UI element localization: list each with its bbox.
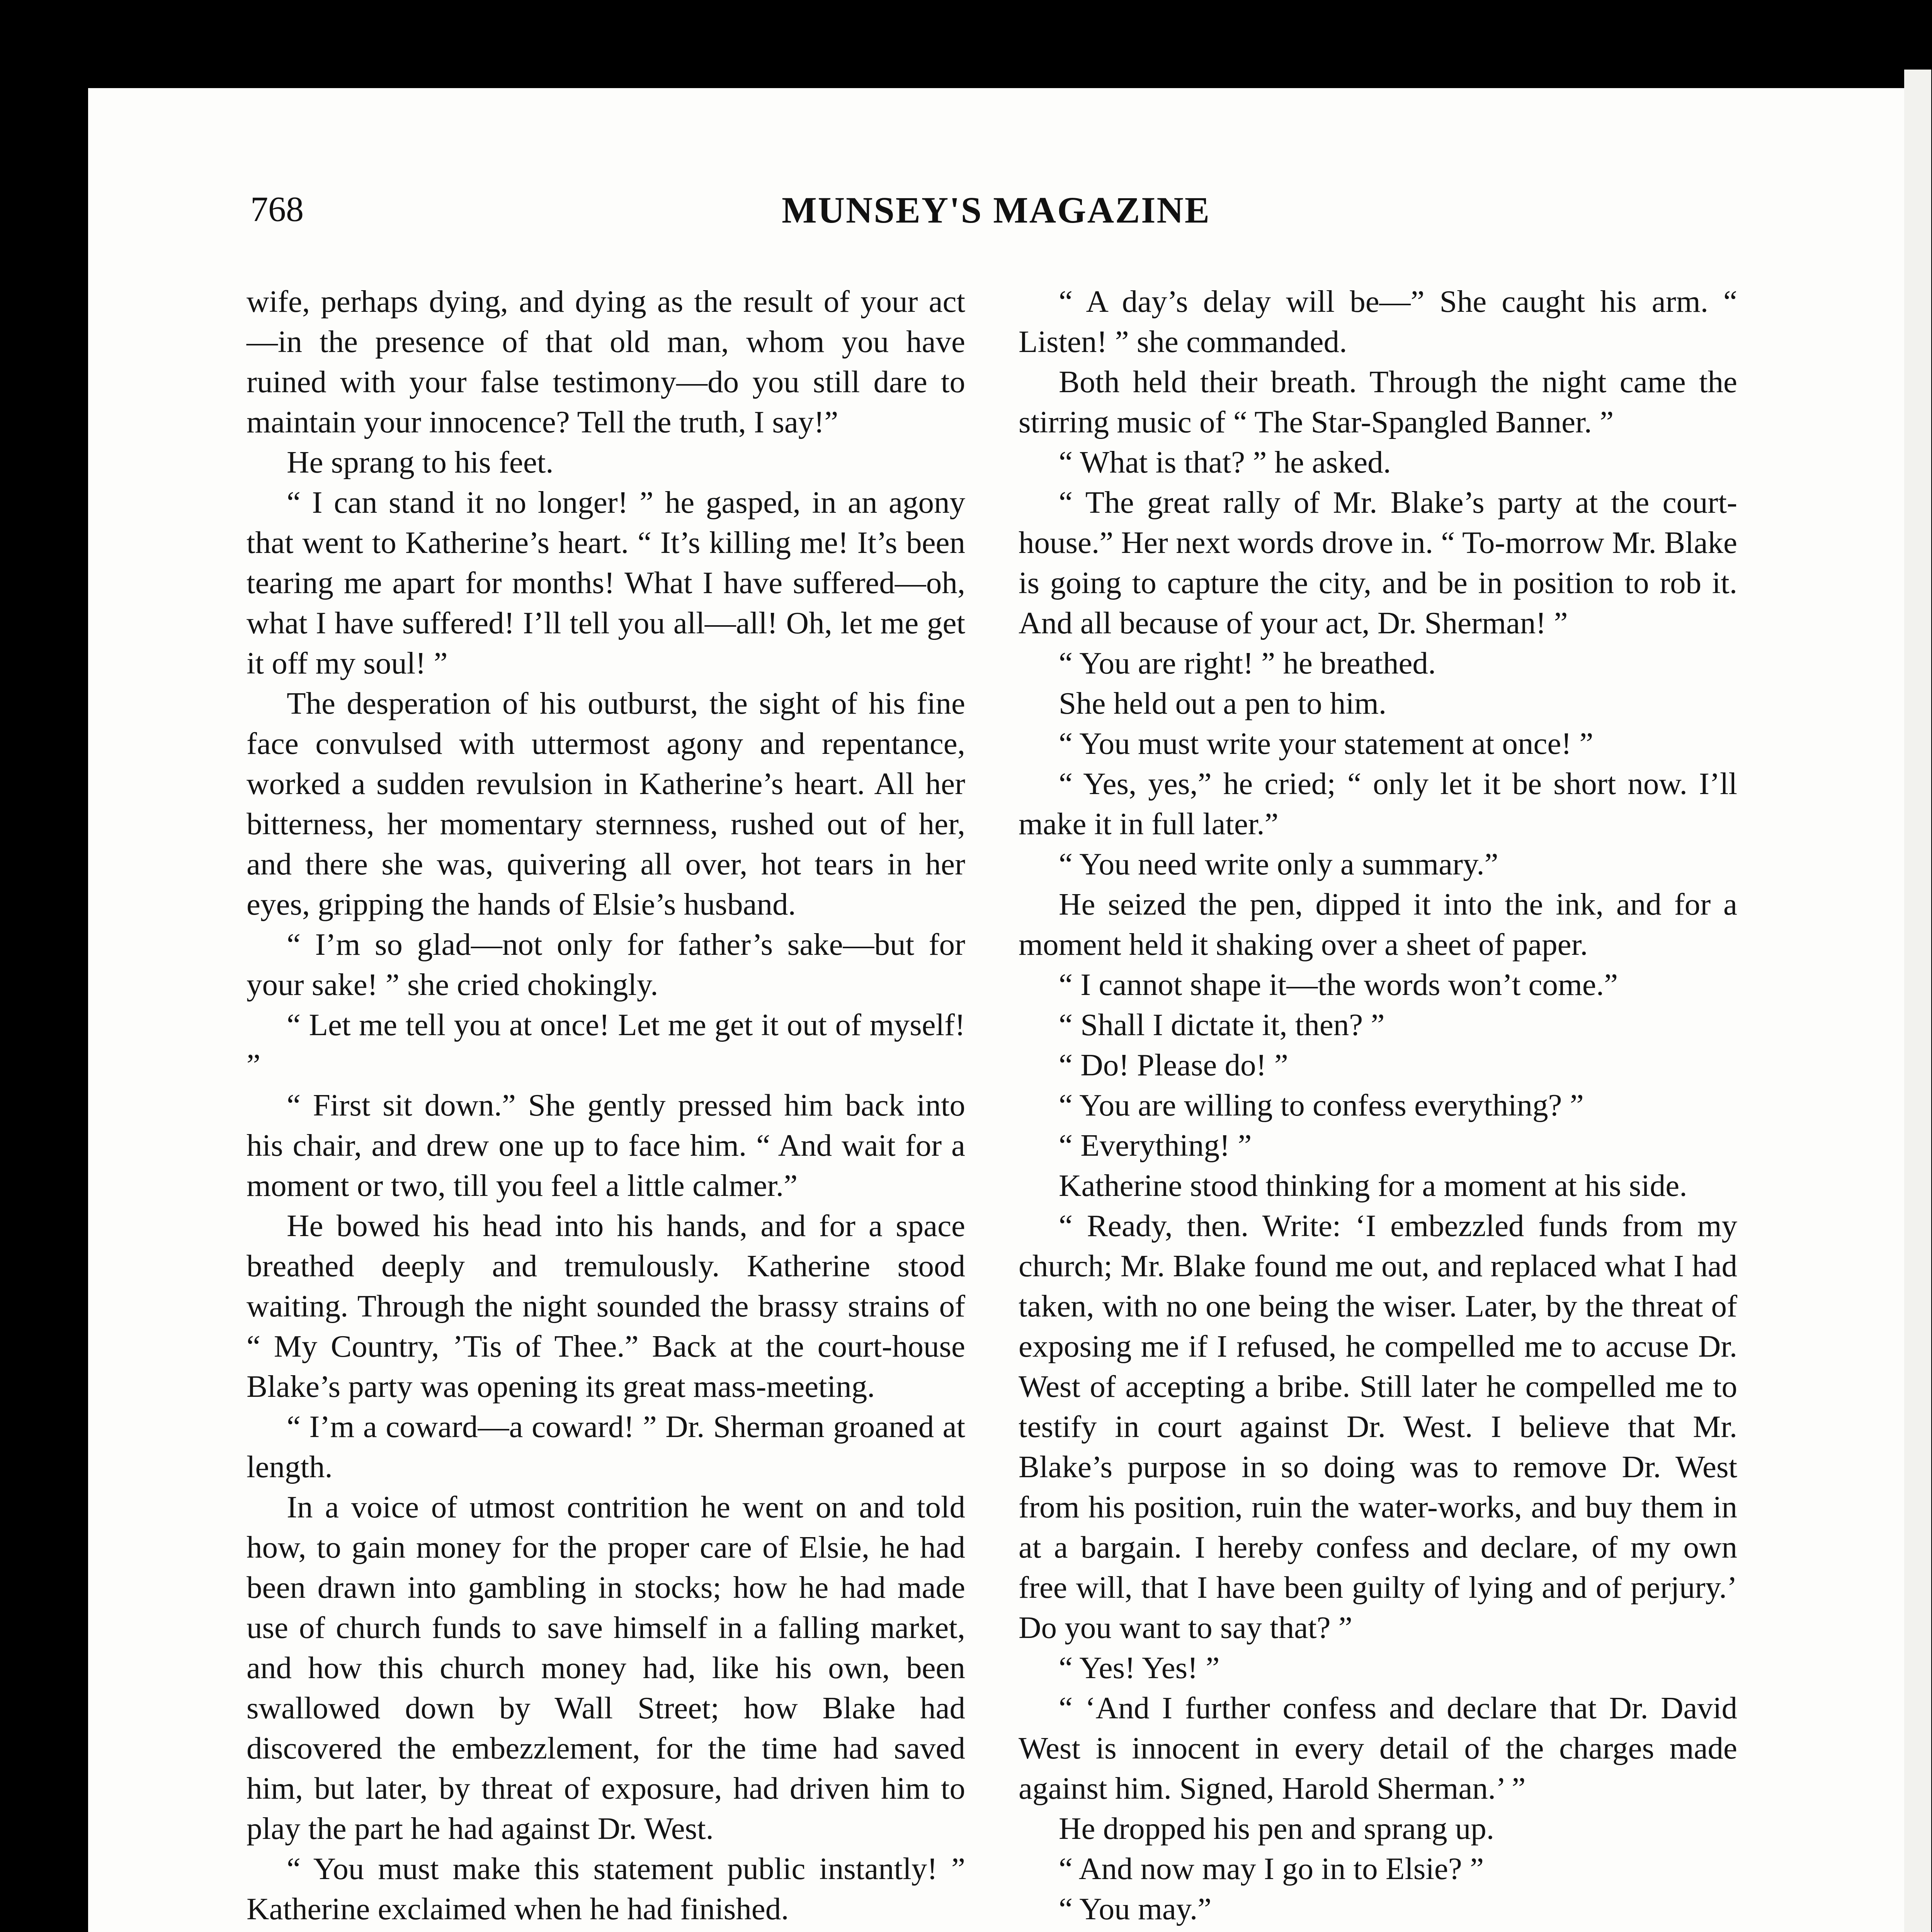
page-spine-edge [1904, 70, 1931, 1932]
paragraph: “ You need write only a summary.” [1059, 847, 1498, 881]
paragraph: “ And now may I go in to Elsie? ” [1059, 1851, 1484, 1886]
paragraph: “ Yes, yes,” he cried; “ only let it be short now. I’ll make it in full later.” [1019, 766, 1737, 841]
paragraph: He bowed his head into his hands, and for a space breathed deeply and tremulously. Katherine stood waiting. Through the night sounded the brassy strains of “ My Country, ’Tis of Thee.” Back at the court-house Blake’s party was opening its great mass-meeting. [247, 1208, 965, 1404]
paragraph: “ Shall I dictate it, then? ” [1059, 1007, 1385, 1042]
paragraph: “ I cannot shape it—the words won’t come.” [1059, 967, 1618, 1002]
left-column [247, 281, 965, 1932]
paragraph: “ The great rally of Mr. Blake’s party at the court-house.” Her next words drove in. “ To-morrow Mr. Blake is going to capture the city, and be in position to rob it. And all because of your act, Dr. Sherman! ” [1019, 485, 1737, 640]
paragraph: “ You may.” [1059, 1891, 1212, 1926]
paragraph: “ Yes! Yes! ” [1059, 1650, 1220, 1685]
paragraph: “ A day’s delay will be—” She caught his arm. “ Listen! ” she commanded. [1019, 284, 1737, 359]
paragraph: The desperation of his outburst, the sight of his fine face convulsed with uttermost agony and repentance, worked a sudden revulsion in Katherine’s heart. All her bitterness, her momentary sternness, rushed out of her, and there she was, quivering all over, hot tears in her eyes, gripping the hands of Elsie’s husband. [247, 686, 965, 922]
paragraph: “ I’m so glad—not only for father’s sake—but for your sake! ” she cried chokingly. [247, 927, 965, 1002]
paragraph: wife, perhaps dying, and dying as the result of your act—in the presence of that old man, whom you have ruined with your false testimony—do you still dare to maintain your innocence? Tell the truth, I say!” [247, 284, 965, 439]
magazine-page [88, 88, 1904, 1932]
paragraph: “ You must write your statement at once! ” [1059, 726, 1594, 761]
paragraph: “ ‘And I further confess and declare that Dr. David West is innocent in every detail of the charges made against him. Signed, Harold Sherman.’ ” [1019, 1690, 1737, 1806]
paragraph: “ Let me tell you at once! Let me get it out of myself! ” [247, 1007, 965, 1082]
paragraph: He sprang to his feet. [287, 445, 554, 480]
paragraph: “ You must make this statement public instantly! ” Katherine exclaimed when he had finished. [247, 1851, 965, 1926]
right-column [1019, 281, 1737, 1932]
paragraph: “ First sit down.” She gently pressed him back into his chair, and drew one up to face him. “ And wait for a moment or two, till you feel a little calmer.” [247, 1088, 965, 1203]
page-header [88, 189, 1904, 239]
paragraph: “ I’m a coward—a coward! ” Dr. Sherman groaned at length. [247, 1409, 965, 1484]
paragraph [1019, 1929, 1737, 1932]
running-title: MUNSEY'S MAGAZINE [782, 189, 1211, 231]
page-number: 768 [250, 189, 304, 229]
paragraph: “ Do! Please do! ” [1059, 1048, 1288, 1082]
paragraph: “ I can stand it no longer! ” he gasped, in an agony that went to Katherine’s heart. “ It’s killing me! It’s been tearing me apart for months! What I have suffered—oh, what I have suffered! I’ll tell you all—all! Oh, let me get it off my soul! ” [247, 485, 965, 680]
paragraph: Both held their breath. Through the night came the stirring music of “ The Star-Spangled Banner. ” [1019, 364, 1737, 439]
paragraph: He dropped his pen and sprang up. [1059, 1811, 1494, 1846]
paragraph: “ What is that? ” he asked. [1059, 445, 1391, 480]
paragraph [247, 1929, 965, 1932]
paragraph: In a voice of utmost contrition he went on and told how, to gain money for the proper care of Elsie, he had been drawn into gambling in stocks; how he had made use of church funds to save himself in a falling market, and how this church money had, like his own, been swallowed down by Wall Street; how Blake had discovered the embezzlement, for the time had saved him, but later, by threat of exposure, had driven him to play the part he had against Dr. West. [247, 1490, 965, 1846]
paragraph: She held out a pen to him. [1059, 686, 1387, 721]
paragraph: He seized the pen, dipped it into the ink, and for a moment held it shaking over a sheet of paper. [1019, 887, 1737, 962]
paragraph: Katherine stood thinking for a moment at his side. [1059, 1168, 1687, 1203]
paragraph: “ You are willing to confess everything? ” [1059, 1088, 1584, 1122]
paragraph: “ Ready, then. Write: ‘I embezzled funds from my church; Mr. Blake found me out, and replaced what I had taken, with no one being the wiser. Later, by the threat of exposing me if I refused, he compelled me to accuse Dr. West of accepting a bribe. Still later he compelled me to testify in court against Dr. West. I believe that Mr. Blake’s purpose in so doing was to remove Dr. West from his position, ruin the water-works, and buy them in at a bargain. I hereby confess and declare, of my own free will, that I have been guilty of lying and of perjury.’ Do you want to say that? ” [1019, 1208, 1737, 1645]
paragraph: “ You are right! ” he breathed. [1059, 646, 1436, 680]
paragraph: “ Everything! ” [1059, 1128, 1252, 1163]
